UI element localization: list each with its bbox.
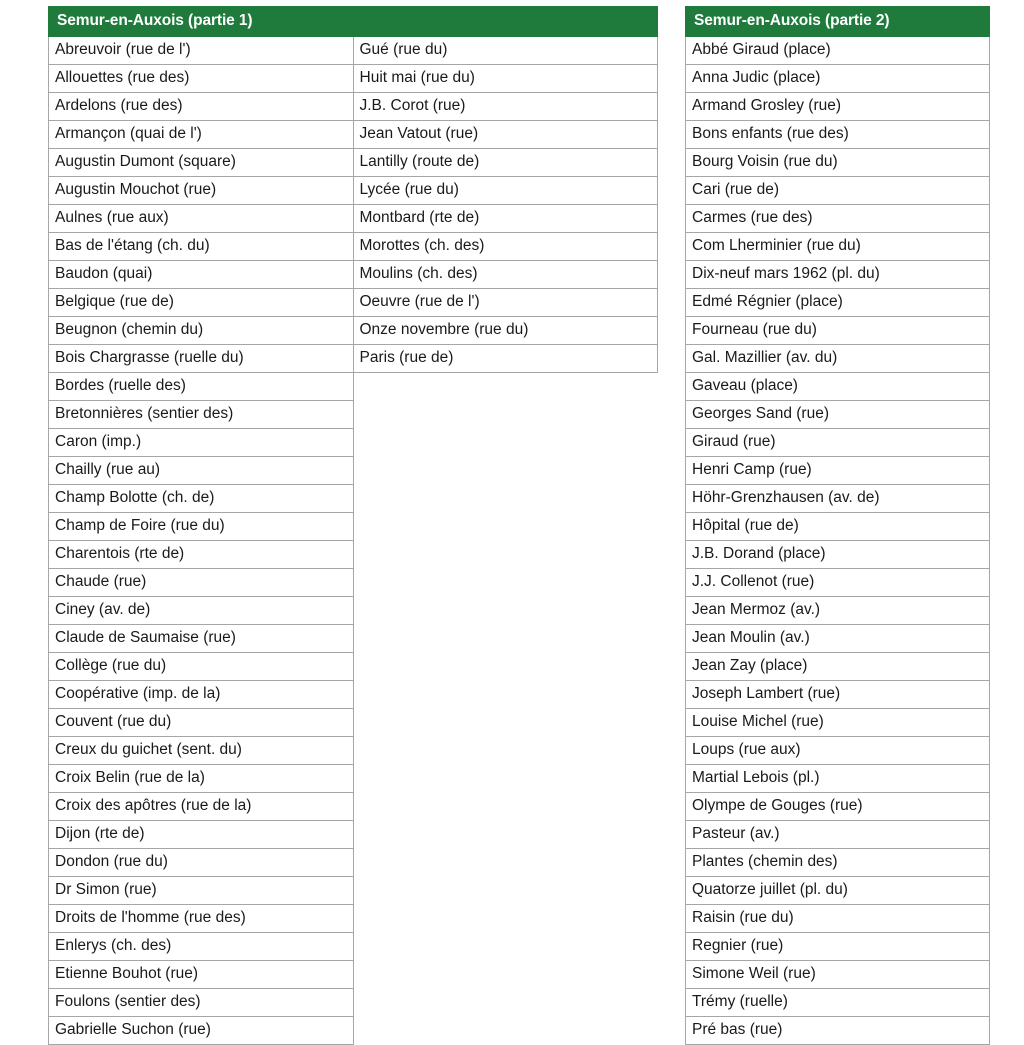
street-name-cell: Dijon (rte de): [49, 821, 354, 849]
street-name-cell: [353, 653, 658, 681]
table-row: [49, 737, 658, 765]
table-row: [49, 121, 658, 149]
table-row: [49, 317, 658, 345]
table-row: [686, 905, 990, 933]
table-block-partie-2: [685, 6, 974, 1045]
street-name-cell: [353, 625, 658, 653]
table-row: [686, 233, 990, 261]
table-row: [686, 737, 990, 765]
street-name-cell: [353, 933, 658, 961]
street-name-cell: Simone Weil (rue): [686, 961, 990, 989]
street-name-cell: J.J. Collenot (rue): [686, 569, 990, 597]
street-name-cell: Regnier (rue): [686, 933, 990, 961]
table-row: [686, 877, 990, 905]
table-row: [49, 233, 658, 261]
street-name-cell: [353, 877, 658, 905]
street-name-cell: Moulins (ch. des): [353, 261, 658, 289]
table-row: [686, 653, 990, 681]
street-name-cell: Oeuvre (rue de l'): [353, 289, 658, 317]
table-header-row: [686, 7, 990, 37]
street-name-cell: Abbé Giraud (place): [686, 37, 990, 65]
table-row: [49, 653, 658, 681]
table-row: [686, 457, 990, 485]
table-row: [49, 933, 658, 961]
street-name-cell: [353, 513, 658, 541]
table-row: [686, 513, 990, 541]
street-name-cell: [353, 1017, 658, 1045]
street-name-cell: Fourneau (rue du): [686, 317, 990, 345]
street-name-cell: [353, 961, 658, 989]
street-name-cell: Dondon (rue du): [49, 849, 354, 877]
street-name-cell: Claude de Saumaise (rue): [49, 625, 354, 653]
street-name-cell: Chaude (rue): [49, 569, 354, 597]
street-name-cell: Bas de l'étang (ch. du): [49, 233, 354, 261]
street-name-cell: Jean Zay (place): [686, 653, 990, 681]
street-name-cell: Caron (imp.): [49, 429, 354, 457]
street-name-cell: Creux du guichet (sent. du): [49, 737, 354, 765]
street-name-cell: Augustin Dumont (square): [49, 149, 354, 177]
street-name-cell: Dr Simon (rue): [49, 877, 354, 905]
table-row: [686, 1017, 990, 1045]
street-name-cell: Belgique (rue de): [49, 289, 354, 317]
street-name-cell: Armand Grosley (rue): [686, 93, 990, 121]
table-row: [686, 373, 990, 401]
table-row: [686, 37, 990, 65]
table-header-partie-2: Semur-en-Auxois (partie 2): [686, 7, 990, 37]
street-name-cell: [353, 905, 658, 933]
table-row: [686, 541, 990, 569]
table-row: [686, 681, 990, 709]
street-name-cell: [353, 457, 658, 485]
table-header-row: [49, 7, 658, 37]
street-name-cell: Pasteur (av.): [686, 821, 990, 849]
table-row: [49, 93, 658, 121]
table-row: [686, 93, 990, 121]
street-name-cell: [353, 401, 658, 429]
table-row: [686, 765, 990, 793]
table-row: [49, 205, 658, 233]
table-row: [49, 429, 658, 457]
street-name-cell: Hôpital (rue de): [686, 513, 990, 541]
street-name-cell: Jean Mermoz (av.): [686, 597, 990, 625]
table-head-partie-1: [49, 7, 658, 37]
table-body-partie-2: [686, 37, 990, 1045]
street-name-cell: Höhr-Grenzhausen (av. de): [686, 485, 990, 513]
street-name-cell: [353, 821, 658, 849]
street-name-cell: Armançon (quai de l'): [49, 121, 354, 149]
street-name-cell: [353, 849, 658, 877]
street-name-cell: Charentois (rte de): [49, 541, 354, 569]
street-name-cell: Bretonnières (sentier des): [49, 401, 354, 429]
table-row: [686, 961, 990, 989]
street-name-cell: Bordes (ruelle des): [49, 373, 354, 401]
table-row: [49, 541, 658, 569]
street-name-cell: Enlerys (ch. des): [49, 933, 354, 961]
street-name-cell: Carmes (rue des): [686, 205, 990, 233]
street-name-cell: Louise Michel (rue): [686, 709, 990, 737]
street-name-cell: [353, 541, 658, 569]
street-name-cell: Onze novembre (rue du): [353, 317, 658, 345]
table-row: [49, 597, 658, 625]
table-row: [686, 709, 990, 737]
street-name-cell: Raisin (rue du): [686, 905, 990, 933]
street-name-cell: [353, 597, 658, 625]
street-name-cell: Chailly (rue au): [49, 457, 354, 485]
street-name-cell: Bourg Voisin (rue du): [686, 149, 990, 177]
street-name-cell: [353, 765, 658, 793]
table-row: [686, 261, 990, 289]
table-row: [49, 37, 658, 65]
street-name-cell: Lantilly (route de): [353, 149, 658, 177]
table-row: [49, 961, 658, 989]
street-name-cell: Couvent (rue du): [49, 709, 354, 737]
street-name-cell: Foulons (sentier des): [49, 989, 354, 1017]
table-body-partie-1: [49, 37, 658, 1045]
table-row: [49, 485, 658, 513]
street-name-cell: Dix-neuf mars 1962 (pl. du): [686, 261, 990, 289]
street-table-partie-2: [685, 6, 990, 1045]
street-name-cell: Aulnes (rue aux): [49, 205, 354, 233]
street-name-cell: Gué (rue du): [353, 37, 658, 65]
table-row: [686, 205, 990, 233]
street-name-cell: Edmé Régnier (place): [686, 289, 990, 317]
street-name-cell: Pré bas (rue): [686, 1017, 990, 1045]
street-name-cell: Loups (rue aux): [686, 737, 990, 765]
street-name-cell: Ciney (av. de): [49, 597, 354, 625]
street-name-cell: Gal. Mazillier (av. du): [686, 345, 990, 373]
street-name-cell: [353, 373, 658, 401]
table-row: [49, 569, 658, 597]
street-name-cell: Collège (rue du): [49, 653, 354, 681]
table-row: [686, 121, 990, 149]
table-row: [49, 821, 658, 849]
street-name-cell: [353, 681, 658, 709]
street-name-cell: J.B. Corot (rue): [353, 93, 658, 121]
street-name-cell: Champ de Foire (rue du): [49, 513, 354, 541]
street-name-cell: Augustin Mouchot (rue): [49, 177, 354, 205]
table-row: [686, 597, 990, 625]
table-row: [49, 289, 658, 317]
table-row: [686, 177, 990, 205]
street-table-partie-1: [48, 6, 658, 1045]
street-name-cell: Croix des apôtres (rue de la): [49, 793, 354, 821]
street-name-cell: Plantes (chemin des): [686, 849, 990, 877]
street-name-cell: [353, 569, 658, 597]
street-name-cell: [353, 429, 658, 457]
street-name-cell: Coopérative (imp. de la): [49, 681, 354, 709]
table-row: [686, 793, 990, 821]
street-name-cell: Droits de l'homme (rue des): [49, 905, 354, 933]
street-name-cell: Abreuvoir (rue de l'): [49, 37, 354, 65]
street-name-cell: Cari (rue de): [686, 177, 990, 205]
table-row: [49, 681, 658, 709]
street-name-cell: Baudon (quai): [49, 261, 354, 289]
table-head-partie-2: [686, 7, 990, 37]
street-name-cell: [353, 709, 658, 737]
tables-container: [0, 6, 1024, 1045]
street-name-cell: Joseph Lambert (rue): [686, 681, 990, 709]
street-name-cell: [353, 793, 658, 821]
street-name-cell: Etienne Bouhot (rue): [49, 961, 354, 989]
table-row: [49, 345, 658, 373]
table-row: [686, 317, 990, 345]
table-row: [686, 849, 990, 877]
table-row: [686, 569, 990, 597]
table-block-partie-1: [48, 6, 658, 1045]
table-row: [686, 65, 990, 93]
street-name-cell: Morottes (ch. des): [353, 233, 658, 261]
street-name-cell: Ardelons (rue des): [49, 93, 354, 121]
street-name-cell: Jean Moulin (av.): [686, 625, 990, 653]
table-row: [49, 373, 658, 401]
street-name-cell: Montbard (rte de): [353, 205, 658, 233]
table-row: [686, 821, 990, 849]
street-name-cell: Quatorze juillet (pl. du): [686, 877, 990, 905]
street-name-cell: Bons enfants (rue des): [686, 121, 990, 149]
table-row: [49, 177, 658, 205]
table-row: [49, 765, 658, 793]
table-row: [686, 485, 990, 513]
table-header-partie-1: Semur-en-Auxois (partie 1): [49, 7, 658, 37]
table-row: [686, 401, 990, 429]
street-name-cell: Giraud (rue): [686, 429, 990, 457]
street-name-cell: Lycée (rue du): [353, 177, 658, 205]
street-name-cell: Martial Lebois (pl.): [686, 765, 990, 793]
table-row: [49, 261, 658, 289]
street-name-cell: Beugnon (chemin du): [49, 317, 354, 345]
table-row: [686, 933, 990, 961]
street-name-cell: Anna Judic (place): [686, 65, 990, 93]
table-row: [49, 65, 658, 93]
table-row: [49, 877, 658, 905]
street-name-cell: Allouettes (rue des): [49, 65, 354, 93]
table-row: [686, 989, 990, 1017]
table-row: [686, 625, 990, 653]
table-row: [49, 709, 658, 737]
street-name-cell: [353, 737, 658, 765]
table-row: [49, 457, 658, 485]
table-row: [49, 625, 658, 653]
table-row: [49, 1017, 658, 1045]
street-name-cell: Olympe de Gouges (rue): [686, 793, 990, 821]
street-name-cell: Georges Sand (rue): [686, 401, 990, 429]
street-name-cell: Gaveau (place): [686, 373, 990, 401]
street-name-cell: J.B. Dorand (place): [686, 541, 990, 569]
street-name-cell: Champ Bolotte (ch. de): [49, 485, 354, 513]
table-row: [49, 513, 658, 541]
street-name-cell: Trémy (ruelle): [686, 989, 990, 1017]
street-name-cell: Jean Vatout (rue): [353, 121, 658, 149]
table-row: [49, 149, 658, 177]
street-name-cell: Bois Chargrasse (ruelle du): [49, 345, 354, 373]
table-row: [49, 989, 658, 1017]
street-name-cell: Huit mai (rue du): [353, 65, 658, 93]
table-row: [686, 429, 990, 457]
street-name-cell: Com Lherminier (rue du): [686, 233, 990, 261]
street-name-cell: Croix Belin (rue de la): [49, 765, 354, 793]
table-row: [686, 345, 990, 373]
street-name-cell: Paris (rue de): [353, 345, 658, 373]
table-row: [686, 289, 990, 317]
street-name-cell: Henri Camp (rue): [686, 457, 990, 485]
street-name-cell: [353, 485, 658, 513]
table-row: [49, 905, 658, 933]
street-name-cell: Gabrielle Suchon (rue): [49, 1017, 354, 1045]
table-row: [686, 149, 990, 177]
table-row: [49, 401, 658, 429]
table-row: [49, 793, 658, 821]
street-name-cell: [353, 989, 658, 1017]
table-row: [49, 849, 658, 877]
